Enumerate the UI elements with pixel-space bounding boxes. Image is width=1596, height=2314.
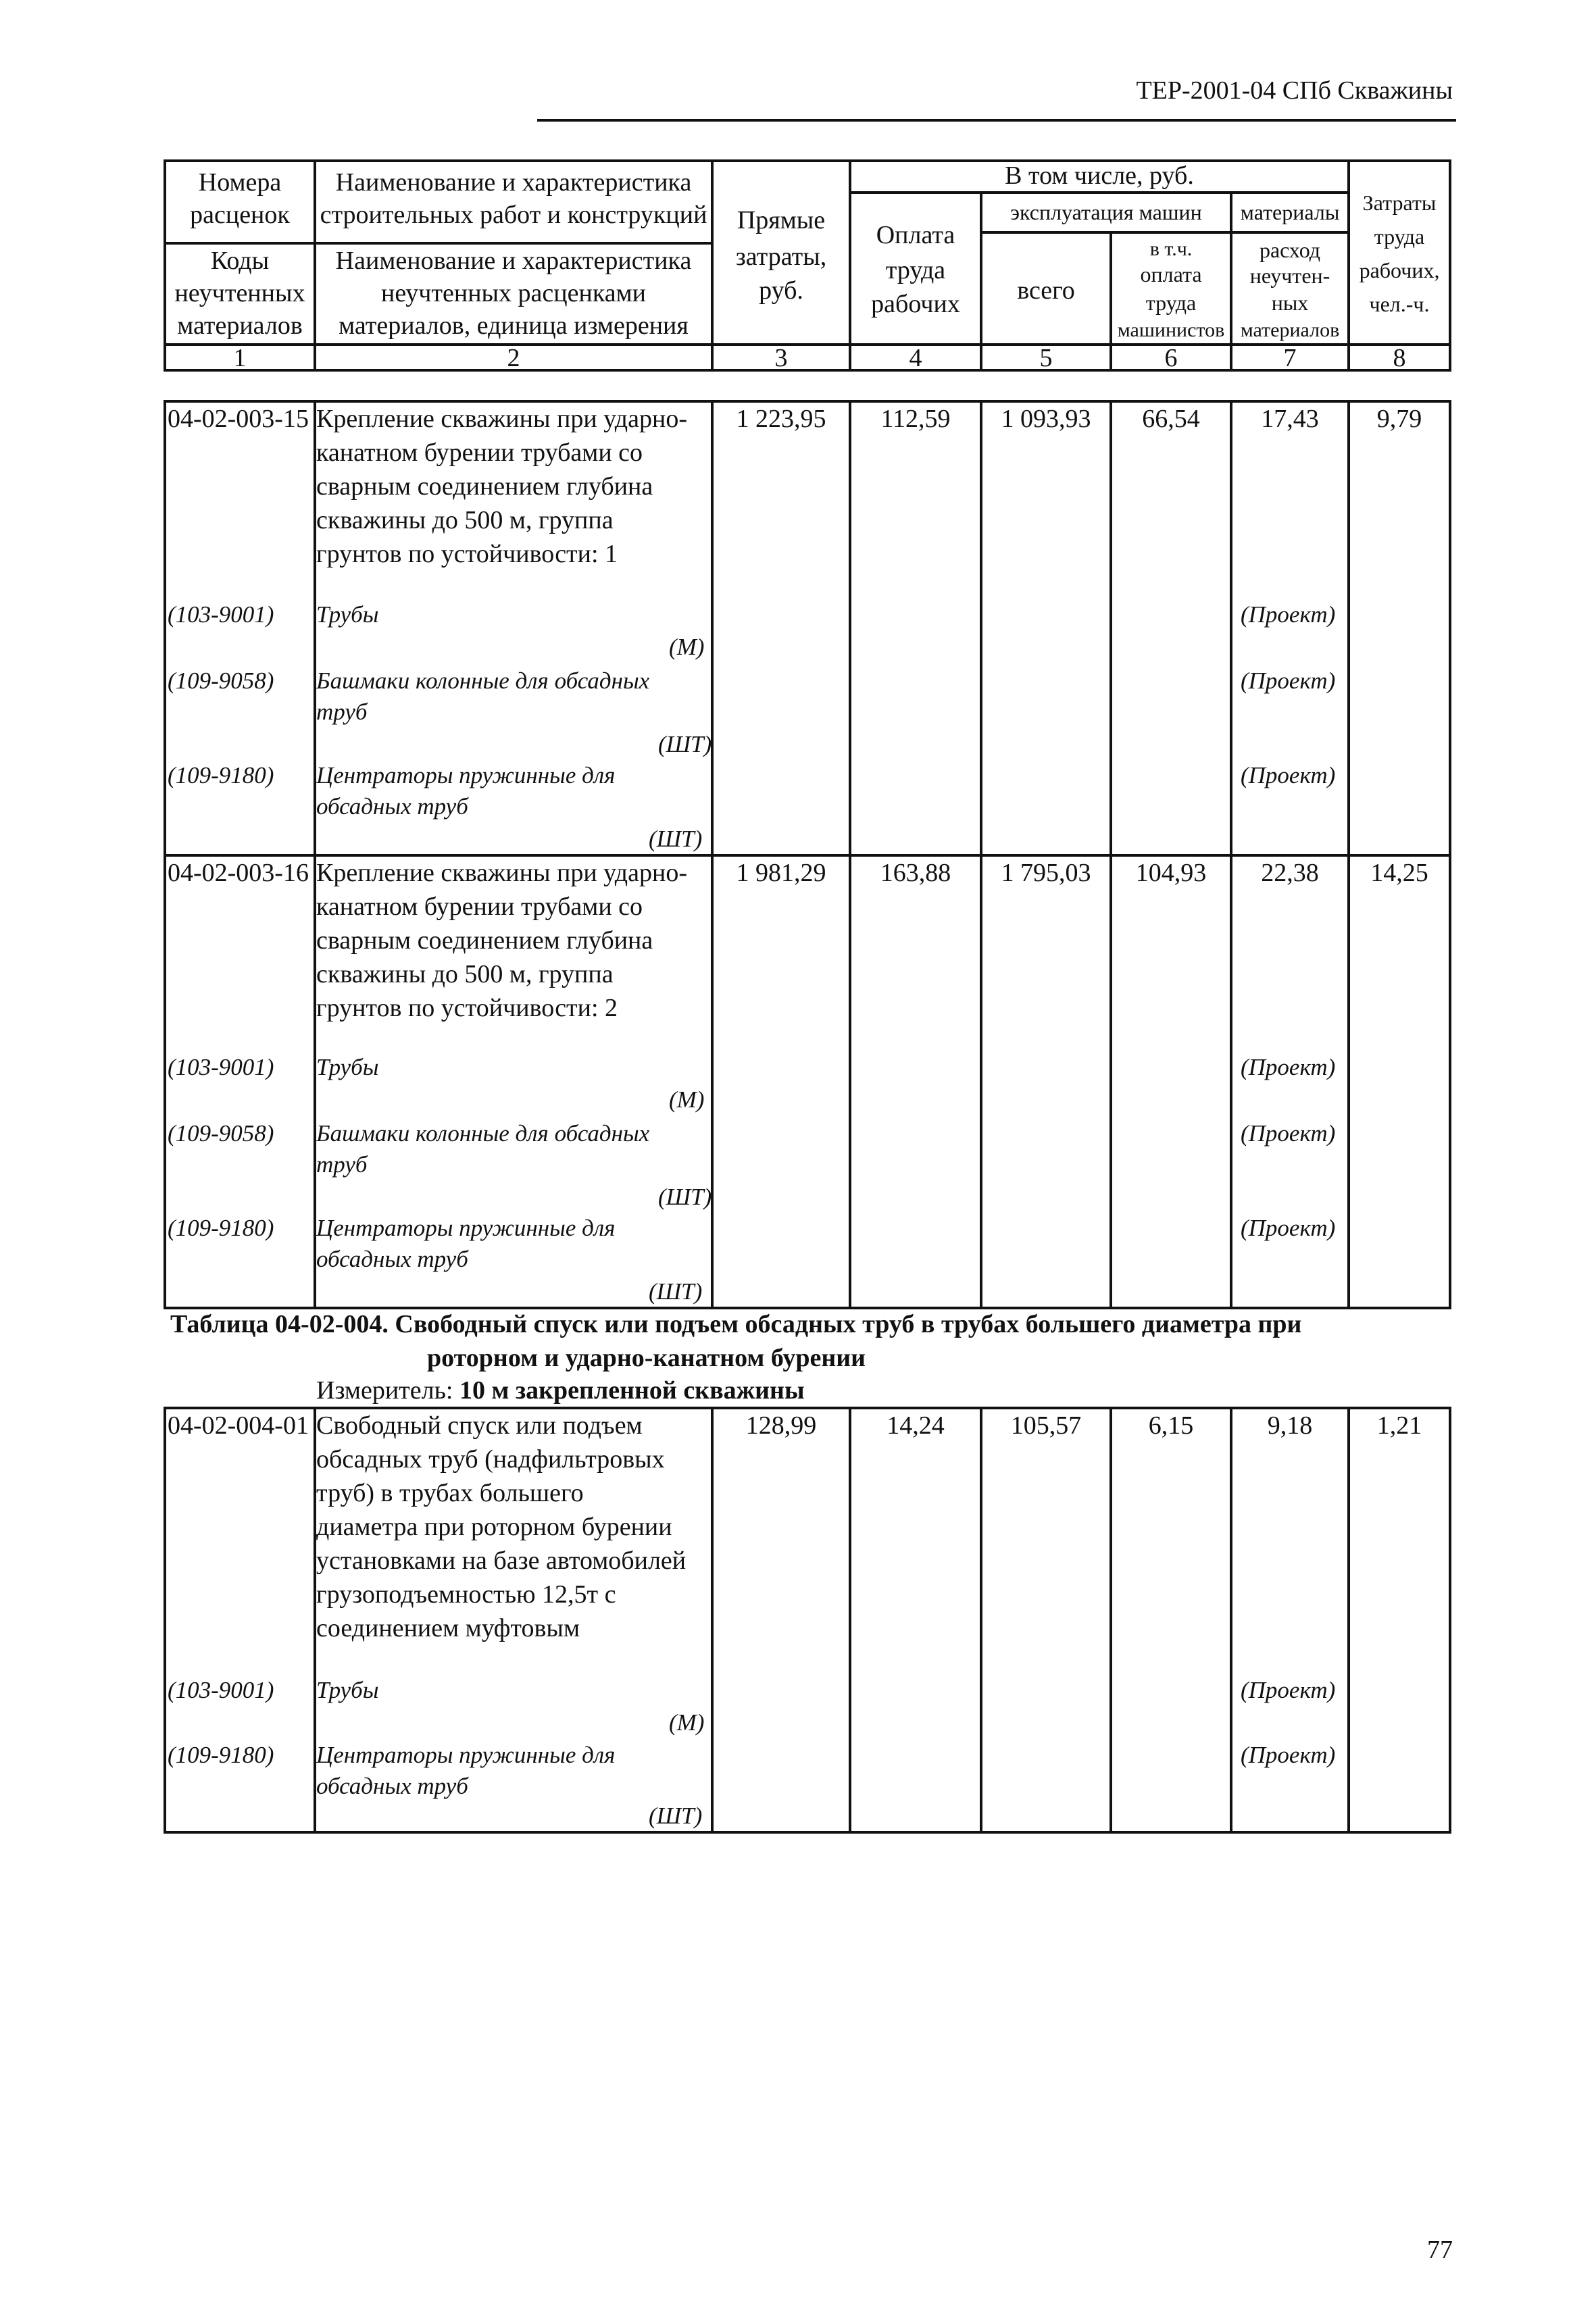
page-number: 77 [1427, 2236, 1453, 2264]
grid-line [849, 400, 851, 1309]
material-name-line: Башмаки колонные для обсадных [316, 668, 650, 694]
grid-line [164, 1407, 166, 1834]
material-code: (109-9180) [168, 1215, 274, 1241]
grid-line [1230, 1407, 1232, 1834]
col-number-3: 3 [774, 344, 788, 372]
col1-top-line1: Номера [198, 168, 282, 197]
col1-bottom-line3: материалов [177, 311, 303, 340]
rate-name-line: обсадных труб (надфильтровых [316, 1445, 665, 1474]
material-unit: (ШТ) [649, 826, 703, 852]
grid-line [849, 1407, 851, 1834]
material-unit: (М) [669, 1086, 705, 1113]
machinists-pay: 104,93 [1135, 859, 1207, 887]
grid-line [980, 231, 1350, 234]
rate-name-line: труб) в трубах большего [316, 1479, 584, 1507]
material-value: (Проект) [1241, 1742, 1336, 1768]
rate-code: 04-02-004-01 [168, 1411, 309, 1440]
machines-total: 1 093,93 [1001, 405, 1091, 433]
material-code: (103-9001) [168, 1054, 274, 1080]
rate-name-line: сварным соединением глубина [316, 472, 653, 501]
grid-line [1109, 1407, 1112, 1834]
material-unit: (М) [669, 1709, 705, 1736]
col8-line2: труда [1374, 224, 1425, 249]
col-number-1: 1 [233, 344, 247, 372]
col3-line3: руб. [759, 276, 803, 305]
col1-bottom-line1: Коды [210, 247, 270, 275]
machines-total: 1 795,03 [1001, 859, 1091, 887]
col2-top-line1: Наименование и характеристика [335, 168, 692, 197]
material-unit: (М) [669, 634, 705, 660]
material-value: (Проект) [1241, 1120, 1336, 1147]
material-code: (103-9001) [168, 601, 274, 628]
material-name-line: Центраторы пружинные для [316, 1215, 616, 1241]
grid-line [980, 1407, 982, 1834]
direct-costs: 1 223,95 [736, 405, 826, 433]
col-number-6: 6 [1164, 344, 1178, 372]
material-unit: (ШТ) [658, 731, 712, 757]
col2-bottom-line2: неучтенных расценками [381, 279, 646, 307]
col-number-7: 7 [1283, 344, 1297, 372]
grid-line [1347, 1407, 1350, 1834]
material-code: (103-9001) [168, 1677, 274, 1703]
material-unit: (ШТ) [658, 1184, 712, 1210]
rate-name-line: Крепление скважины при ударно- [316, 859, 687, 887]
col6-line3: труда [1145, 291, 1197, 315]
labor-pay: 163,88 [880, 859, 951, 887]
materials-cost: 17,43 [1261, 405, 1319, 433]
grid-line [164, 400, 166, 1309]
material-value: (Проект) [1241, 762, 1336, 788]
col4-line3: рабочих [871, 290, 960, 318]
col-number-2: 2 [507, 344, 520, 372]
col7-line4: материалов [1240, 319, 1340, 341]
rate-name-line: грунтов по устойчивости: 1 [316, 540, 618, 568]
materials-header: материалы [1240, 200, 1340, 224]
rate-name-line: канатном бурении трубами со [316, 892, 643, 921]
col-number-8: 8 [1393, 344, 1406, 372]
material-name-line: труб [316, 699, 368, 725]
material-code: (109-9058) [168, 1120, 274, 1147]
rate-code: 04-02-003-15 [168, 405, 309, 433]
grid-line [1350, 159, 1451, 162]
col-number-5: 5 [1039, 344, 1053, 372]
material-name-line: Трубы [316, 1054, 379, 1080]
col4-line1: Оплата [876, 221, 955, 249]
material-name-line: Центраторы пружинные для [316, 762, 616, 788]
col7-line3: ных [1271, 291, 1309, 315]
grid-line [1347, 400, 1350, 1309]
col6-line4: машинистов [1117, 319, 1225, 341]
material-name-line: Трубы [316, 601, 379, 628]
col1-bottom-line2: неучтенных [174, 279, 305, 307]
material-value: (Проект) [1241, 601, 1336, 628]
rate-name-line: Крепление скважины при ударно- [316, 405, 687, 433]
rate-name-line: скважины до 500 м, группа [316, 960, 614, 988]
rate-name-line: скважины до 500 м, группа [316, 506, 614, 534]
material-name-line: Трубы [316, 1677, 379, 1703]
in-total-header: В том числе, руб. [1005, 161, 1194, 190]
col6-line2: оплата [1140, 262, 1202, 286]
running-header: ТЕР-2001-04 СПб Скважины [1136, 76, 1453, 105]
col7-line2: неучтен- [1249, 263, 1330, 288]
materials-cost: 22,38 [1261, 859, 1319, 887]
material-code: (109-9180) [168, 1742, 274, 1768]
material-value: (Проект) [1241, 668, 1336, 694]
rate-name-line: установками на базе автомобилей [316, 1546, 687, 1575]
col-number-4: 4 [909, 344, 922, 372]
table2-title-line2: роторном и ударно-канатном бурении [427, 1344, 866, 1372]
machinists-pay: 6,15 [1148, 1411, 1194, 1440]
col8-line1: Затраты [1362, 191, 1437, 215]
col1-top-line2: расценок [190, 201, 290, 229]
col3-line1: Прямые [737, 206, 826, 234]
direct-costs: 1 981,29 [736, 859, 826, 887]
material-value: (Проект) [1241, 1215, 1336, 1241]
material-name-line: труб [316, 1151, 368, 1178]
material-unit: (ШТ) [649, 1278, 703, 1305]
direct-costs: 128,99 [745, 1411, 817, 1440]
material-unit: (ШТ) [649, 1803, 703, 1829]
materials-cost: 9,18 [1267, 1411, 1313, 1440]
rate-code: 04-02-003-16 [168, 859, 309, 887]
header-rule [537, 119, 1456, 122]
table2-meter [316, 1374, 805, 1407]
labor-hours: 1,21 [1376, 1411, 1422, 1440]
labor-pay: 14,24 [887, 1411, 945, 1440]
machinists-pay: 66,54 [1142, 405, 1200, 433]
rate-name-line: соединением муфтовым [316, 1614, 580, 1642]
machines-header: эксплуатация машин [1010, 200, 1202, 224]
col5-header: всего [1017, 276, 1075, 305]
rate-name-line: диаметра при роторном бурении [316, 1513, 672, 1541]
col6-line1: в т.ч. [1149, 238, 1193, 260]
col7-line1: расход [1259, 238, 1321, 262]
meter-value: 10 м закрепленной скважины [459, 1376, 805, 1405]
rate-name-line: канатном бурении трубами со [316, 438, 643, 467]
grid-line [1230, 400, 1232, 1309]
grid-line [1449, 159, 1451, 372]
rate-name-line: Свободный спуск или подъем [316, 1411, 643, 1440]
labor-pay: 112,59 [880, 405, 951, 433]
material-name-line: Центраторы пружинные для [316, 1742, 616, 1768]
material-code: (109-9058) [168, 668, 274, 694]
rate-name-line: грунтов по устойчивости: 2 [316, 994, 618, 1022]
material-name-line: обсадных труб [316, 1773, 468, 1799]
col2-bottom-line3: материалов, единица измерения [339, 311, 689, 340]
grid-line [980, 400, 982, 1309]
table2-title-line1: Таблица 04-02-004. Свободный спуск или подъем обсадных труб в трубах большего диаметра при [170, 1310, 1302, 1338]
rate-name-line: сварным соединением глубина [316, 926, 653, 955]
col8-line4: чел.-ч. [1369, 292, 1430, 316]
rate-name-line: грузоподъемностью 12,5т с [316, 1580, 616, 1609]
grid-line [711, 400, 714, 1309]
col8-line3: рабочих, [1359, 258, 1440, 282]
material-code: (109-9180) [168, 762, 274, 788]
material-value: (Проект) [1241, 1054, 1336, 1080]
grid-line [164, 1831, 1451, 1834]
grid-line [711, 1407, 714, 1834]
material-value: (Проект) [1241, 1677, 1336, 1703]
grid-line [1449, 1407, 1451, 1834]
col3-line2: затраты, [735, 243, 827, 271]
grid-line [1109, 400, 1112, 1309]
meter-label: Измеритель: [316, 1376, 459, 1405]
labor-hours: 14,25 [1370, 859, 1428, 887]
labor-hours: 9,79 [1376, 405, 1422, 433]
col2-top-line2: строительных работ и конструкций [320, 201, 707, 229]
col2-bottom-line1: Наименование и характеристика [335, 247, 692, 275]
machines-total: 105,57 [1010, 1411, 1082, 1440]
material-name-line: обсадных труб [316, 1246, 468, 1272]
material-name-line: обсадных труб [316, 793, 468, 820]
grid-line [1449, 400, 1451, 1309]
col4-line2: труда [885, 256, 946, 284]
material-name-line: Башмаки колонные для обсадных [316, 1120, 650, 1147]
